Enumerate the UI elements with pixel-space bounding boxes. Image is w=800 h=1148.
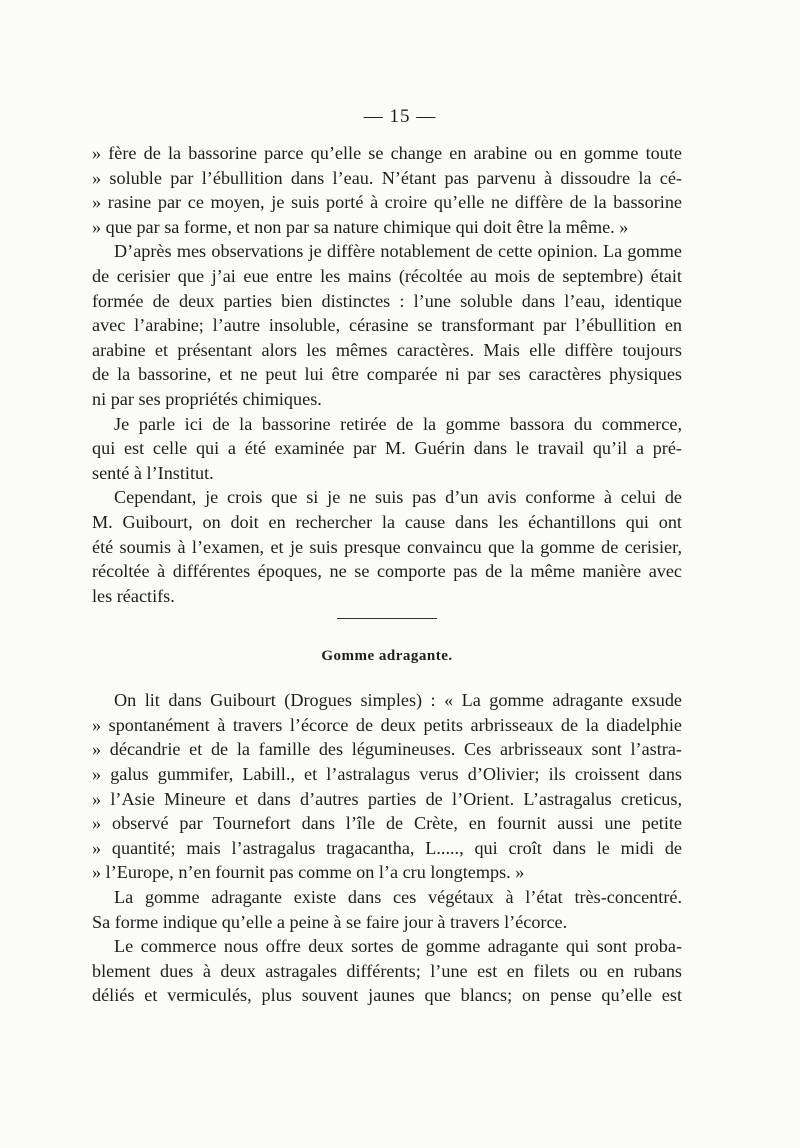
text-line: » fère de la bassorine parce qu’elle se change en arabine ou en gomme toute [92,143,682,163]
text-line: qui est celle qui a été examinée par M. Guérin dans le travail qu’il a pré- [92,438,682,459]
text-line: les réactifs. [92,585,175,606]
text-line: » que par sa forme, et non par sa nature chimique qui doit être la même. » [92,216,629,237]
text-line: avec l’arabine; l’autre insoluble, cérasine se transformant par l’ébullition en [92,315,682,336]
text-line: de la bassorine, et ne peut lui être comparée ni par ses caractères physiques [92,364,682,385]
text-line: Sa forme indique qu’elle a peine à se faire jour à travers l’écorce. [92,911,568,932]
text-line: On lit dans Guibourt (Drogues simples) : « La gomme adragante exsude [114,690,682,711]
text-line: arabine et présentant alors les mêmes caractères. Mais elle diffère toujours [92,339,682,360]
text-line: de cerisier que j’ai eue entre les mains (récoltée au mois de septembre) était [92,265,682,286]
text-line: blement dues à deux astragales différents; l’une est en filets ou en rubans [92,960,682,981]
text-line: récoltée à différentes époques, ne se comporte pas de la même manière avec [92,561,682,582]
text-line: D’après mes observations je diffère notablement de cette opinion. La gomme [114,241,682,262]
section-divider [337,618,437,619]
text-line: ni par ses propriétés chimiques. [92,388,322,409]
text-line: » observé par Tournefort dans l’île de Crète, en fournit aussi une petite [92,813,682,834]
text-line: Je parle ici de la bassorine retirée de la gomme bassora du commerce, [114,413,682,434]
text-line: Le commerce nous offre deux sortes de gomme adragante qui sont proba- [114,936,682,957]
text-line: » l’Asie Mineure et dans d’autres parties de l’Orient. L’astragalus creticus, [92,788,682,809]
section-heading: Gomme adragante. [321,648,453,665]
text-line: M. Guibourt, on doit en rechercher la cause dans les échantillons qui ont [92,511,682,532]
text-line: Cependant, je crois que si je ne suis pas d’un avis conforme à celui de [114,487,682,508]
text-line: déliés et vermiculés, plus souvent jaunes que blancs; on pense qu’elle est [92,985,682,1006]
text-line: senté à l’Institut. [92,462,214,483]
text-line: été soumis à l’examen, et je suis presque convaincu que la gomme de cerisier, [92,536,682,557]
text-line: » rasine par ce moyen, je suis porté à croire qu’elle ne diffère de la bassorine [92,192,682,213]
text-line: formée de deux parties bien distinctes : l’une soluble dans l’eau, identique [92,290,682,311]
text-line: » l’Europe, n’en fournit pas comme on l’a cru longtemps. » [92,862,525,883]
text-line: » décandrie et de la famille des légumineuses. Ces arbrisseaux sont l’astra- [92,739,682,760]
page-number: — 15 — [363,106,437,127]
text-line: La gomme adragante existe dans ces végétaux à l’état très-concentré. [114,887,682,908]
text-line: » quantité; mais l’astragalus tragacantha, L....., qui croît dans le midi de [92,837,682,858]
text-line: » galus gummifer, Labill., et l’astralagus verus d’Olivier; ils croissent dans [92,764,682,785]
text-line: » soluble par l’ébullition dans l’eau. N’étant pas parvenu à dissoudre la cé- [92,167,682,188]
text-line: » spontanément à travers l’écorce de deux petits arbrisseaux de la diadelphie [92,714,682,735]
body-text [92,141,682,1008]
